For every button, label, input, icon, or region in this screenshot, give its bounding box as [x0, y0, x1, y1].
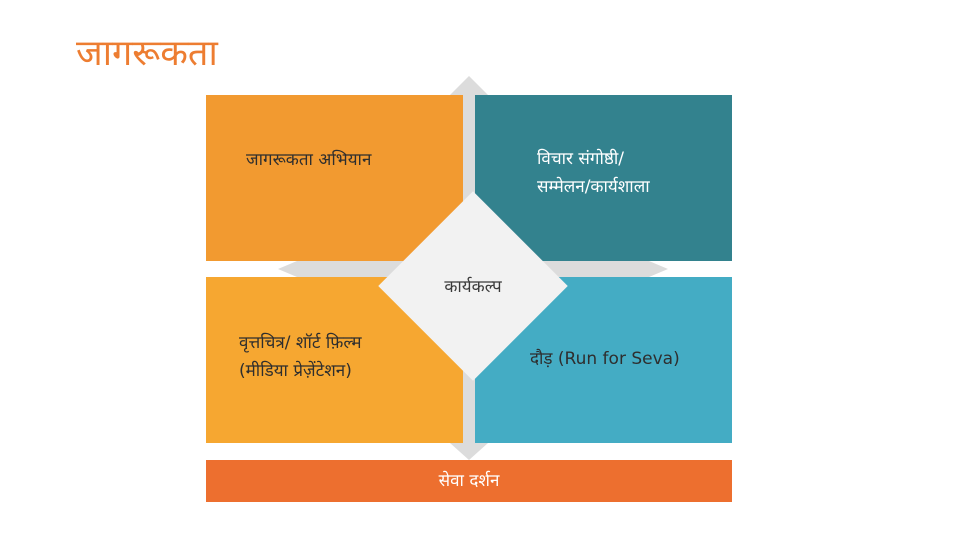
- quadrant-awareness-campaign: [206, 95, 463, 261]
- quadrant-label-line-1: वृत्तचित्र/ शॉर्ट फ़िल्म: [239, 333, 362, 353]
- quadrant-label: दौड़ (Run for Seva): [530, 349, 680, 369]
- quadrant-label-line-2: सम्मेलन/कार्यशाला: [537, 177, 650, 197]
- footer-bar: सेवा दर्शन: [206, 460, 732, 502]
- slide-title: जागरूकता: [76, 33, 218, 74]
- arrow-left: [278, 261, 297, 277]
- quadrant-label: जागरूकता अभियान: [246, 150, 372, 170]
- arrow-up: [450, 76, 488, 95]
- arrow-down: [450, 443, 488, 460]
- center-label: कार्यकल्प: [444, 277, 502, 297]
- quadrant-label-line-2: (मीडिया प्रेज़ेंटेशन): [239, 361, 352, 381]
- arrow-right: [649, 261, 668, 277]
- quadrant-label-line-1: विचार संगोष्ठी/: [537, 149, 625, 169]
